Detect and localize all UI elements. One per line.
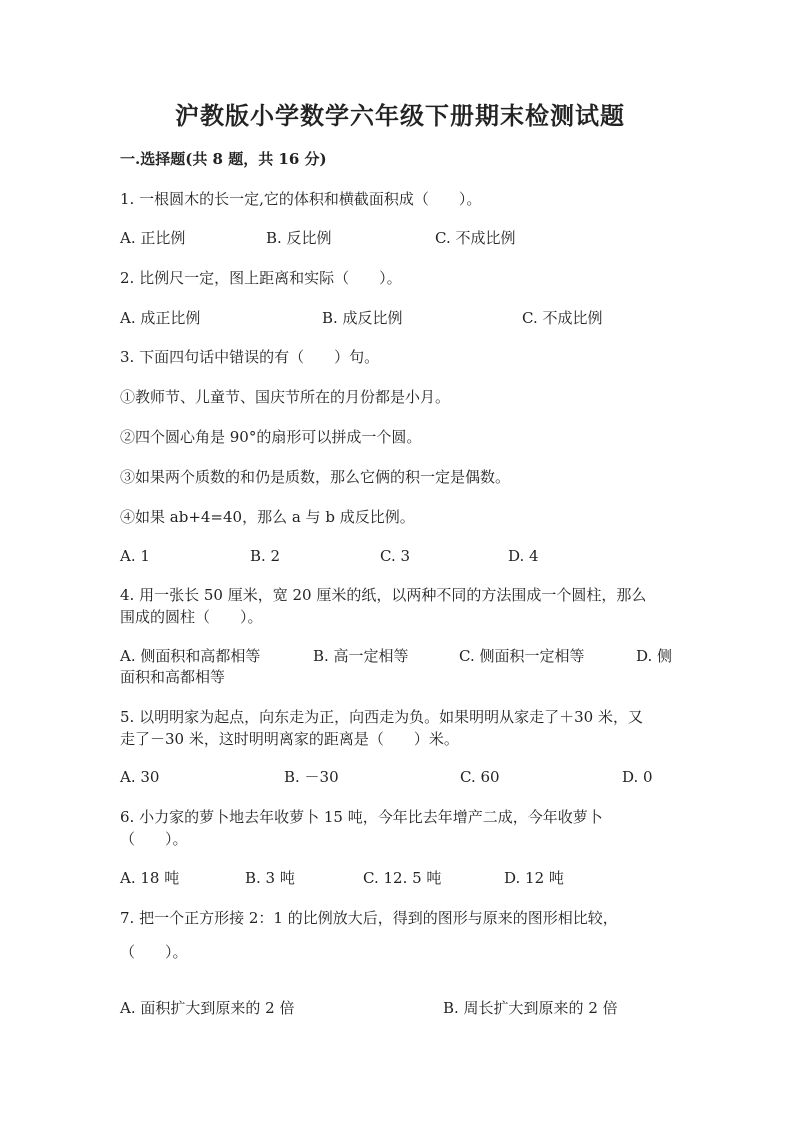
q7-option-a[interactable]: A. 面积扩大到原来的 2 倍 bbox=[120, 999, 295, 1017]
question-2-stem: 2. 比例尺一定，图上距离和实际（ ）。 bbox=[120, 269, 402, 287]
q5-option-c[interactable]: C. 60 bbox=[460, 768, 500, 786]
q2-option-b[interactable]: B. 成反比例 bbox=[322, 309, 403, 327]
section-heading: 一.选择题(共 8 题，共 16 分) bbox=[120, 150, 327, 168]
q3-option-a[interactable]: A. 1 bbox=[120, 547, 150, 565]
q5-option-d[interactable]: D. 0 bbox=[622, 768, 653, 786]
question-7-stem-line-2: （ ）。 bbox=[120, 943, 188, 961]
q2-option-c[interactable]: C. 不成比例 bbox=[522, 309, 603, 327]
q6-option-a[interactable]: A. 18 吨 bbox=[120, 869, 180, 887]
q1-option-b[interactable]: B. 反比例 bbox=[266, 229, 332, 247]
q4-option-d-continued: 面积和高都相等 bbox=[120, 668, 226, 686]
q6-option-d[interactable]: D. 12 吨 bbox=[504, 869, 564, 887]
q7-option-b[interactable]: B. 周长扩大到原来的 2 倍 bbox=[443, 999, 618, 1017]
q3-statement-1: ①教师节、儿童节、国庆节所在的月份都是小月。 bbox=[120, 388, 451, 406]
q2-option-a[interactable]: A. 成正比例 bbox=[120, 309, 201, 327]
q4-option-b[interactable]: B. 高一定相等 bbox=[313, 647, 409, 665]
q3-statement-4: ④如果 ab+4=40，那么 a 与 b 成反比例。 bbox=[120, 508, 415, 526]
q4-option-c[interactable]: C. 侧面积一定相等 bbox=[459, 647, 585, 665]
question-5-stem-line-2: 走了－30 米，这时明明离家的距离是（ ）米。 bbox=[120, 730, 459, 748]
q4-option-a[interactable]: A. 侧面积和高都相等 bbox=[120, 647, 261, 665]
question-7-stem-line-1: 7. 把一个正方形接 2：1 的比例放大后，得到的图形与原来的图形相比较， bbox=[120, 909, 618, 927]
q3-statement-2: ②四个圆心角是 90°的扇形可以拼成一个圆。 bbox=[120, 428, 422, 446]
q1-option-c[interactable]: C. 不成比例 bbox=[435, 229, 516, 247]
q1-option-a[interactable]: A. 正比例 bbox=[120, 229, 186, 247]
question-5-stem-line-1: 5. 以明明家为起点，向东走为正，向西走为负。如果明明从家走了＋30 米，又 bbox=[120, 708, 643, 726]
q3-option-b[interactable]: B. 2 bbox=[250, 547, 281, 565]
page-title: 沪教版小学数学六年级下册期末检测试题 bbox=[175, 101, 625, 130]
q5-option-b[interactable]: B. －30 bbox=[284, 768, 339, 786]
question-6-stem-line-2: （ ）。 bbox=[120, 830, 188, 848]
q6-option-b[interactable]: B. 3 吨 bbox=[245, 869, 295, 887]
q5-option-a[interactable]: A. 30 bbox=[120, 768, 160, 786]
q3-option-c[interactable]: C. 3 bbox=[380, 547, 411, 565]
question-1-stem: 1. 一根圆木的长一定,它的体积和横截面积成（ ）。 bbox=[120, 190, 482, 208]
q3-statement-3: ③如果两个质数的和仍是质数，那么它俩的积一定是偶数。 bbox=[120, 468, 511, 486]
q4-option-d[interactable]: D. 侧 bbox=[636, 647, 673, 665]
question-6-stem-line-1: 6. 小力家的萝卜地去年收萝卜 15 吨，今年比去年增产二成，今年收萝卜 bbox=[120, 808, 603, 826]
question-4-stem-line-2: 围成的圆柱（ ）。 bbox=[120, 608, 263, 626]
q6-option-c[interactable]: C. 12. 5 吨 bbox=[363, 869, 442, 887]
question-3-stem: 3. 下面四句话中错误的有（ ）句。 bbox=[120, 348, 380, 366]
question-4-stem-line-1: 4. 用一张长 50 厘米，宽 20 厘米的纸，以两种不同的方法围成一个圆柱，那么 bbox=[120, 586, 647, 604]
q3-option-d[interactable]: D. 4 bbox=[508, 547, 539, 565]
